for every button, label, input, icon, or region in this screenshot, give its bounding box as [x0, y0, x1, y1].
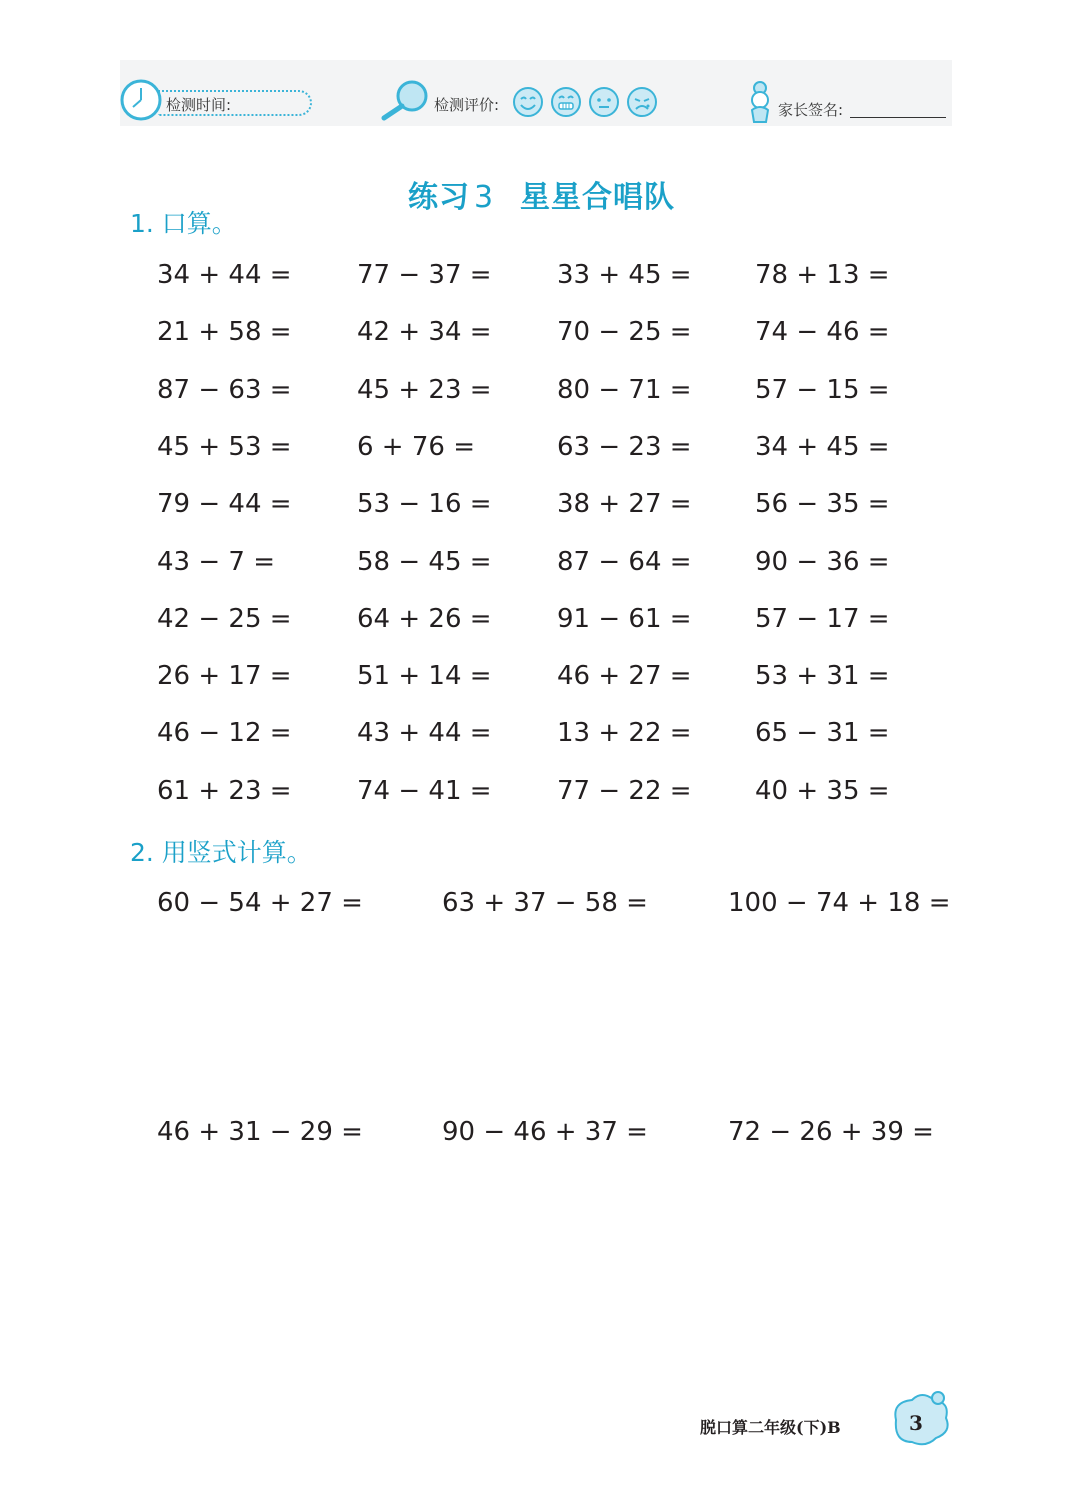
smile-face-icon[interactable]	[512, 86, 544, 118]
oral-problem: 74 − 46 =	[755, 317, 890, 348]
oral-problem: 21 + 58 =	[157, 317, 292, 348]
oral-problem: 42 − 25 =	[157, 603, 292, 634]
oral-problem: 34 + 44 =	[157, 260, 292, 290]
oral-problem: 53 + 31 =	[755, 661, 890, 692]
page-number-badge	[886, 1390, 952, 1450]
vertical-problem: 63 + 37 − 58 =	[442, 888, 648, 918]
oral-problem: 87 − 63 =	[157, 374, 292, 405]
sign-field[interactable]	[850, 117, 946, 118]
oral-problem: 57 − 17 =	[755, 603, 890, 634]
section-1-heading: 1. 口算。	[130, 209, 237, 238]
oral-problem: 13 + 22 =	[557, 718, 692, 749]
oral-problem: 57 − 15 =	[755, 374, 890, 405]
oral-problem: 43 − 7 =	[157, 546, 275, 577]
oral-problem: 74 − 41 =	[357, 775, 492, 806]
page-number: 3	[909, 1411, 923, 1435]
oral-problem: 46 − 12 =	[157, 718, 292, 749]
oral-problem: 38 + 27 =	[557, 489, 692, 520]
oral-problem: 87 − 64 =	[557, 546, 692, 577]
title-name: 星星合唱队	[520, 180, 676, 215]
sign-label: 家长签名:	[778, 101, 844, 119]
oral-problem: 70 − 25 =	[557, 317, 692, 348]
oral-problem: 63 − 23 =	[557, 431, 692, 462]
worried-face-icon[interactable]	[588, 86, 620, 118]
oral-problem: 77 − 22 =	[557, 775, 692, 806]
oral-problem: 33 + 45 =	[557, 260, 692, 290]
oral-problem: 45 + 53 =	[157, 431, 292, 462]
parent-figure-icon	[744, 80, 776, 124]
oral-problem: 77 − 37 =	[357, 260, 492, 290]
oral-problem: 42 + 34 =	[357, 317, 492, 348]
oral-problem: 53 − 16 =	[357, 489, 492, 520]
oral-problem: 64 + 26 =	[357, 603, 492, 634]
vertical-problem: 46 + 31 − 29 =	[157, 1117, 363, 1147]
oral-problem: 34 + 45 =	[755, 431, 890, 462]
grin-face-icon[interactable]	[550, 86, 582, 118]
vertical-problem: 60 − 54 + 27 =	[157, 888, 363, 918]
oral-problem: 91 − 61 =	[557, 603, 692, 634]
oral-problem: 65 − 31 =	[755, 718, 890, 749]
oral-problem: 26 + 17 =	[157, 661, 292, 692]
oral-problem: 80 − 71 =	[557, 374, 692, 405]
book-title: 脱口算二年级(下)B	[700, 1418, 841, 1437]
oral-problem: 40 + 35 =	[755, 775, 890, 806]
section-2-heading: 2. 用竖式计算。	[130, 838, 312, 867]
oral-problem: 46 + 27 =	[557, 661, 692, 692]
oral-problem: 79 − 44 =	[157, 489, 292, 520]
oral-problem: 56 − 35 =	[755, 489, 890, 520]
vertical-problem: 72 − 26 + 39 =	[728, 1117, 934, 1147]
vertical-problem: 90 − 46 + 37 =	[442, 1117, 648, 1147]
oral-problem: 58 − 45 =	[357, 546, 492, 577]
eval-label: 检测评价:	[434, 96, 500, 114]
time-label: 检测时间:	[166, 96, 232, 114]
title-prefix: 练习	[407, 180, 470, 215]
title-number: 3	[473, 180, 495, 215]
crying-face-icon[interactable]	[626, 86, 658, 118]
oral-problem: 61 + 23 =	[157, 775, 292, 806]
oral-problem: 51 + 14 =	[357, 661, 492, 692]
magnifier-icon	[378, 78, 432, 122]
oral-problem: 90 − 36 =	[755, 546, 890, 577]
oral-problem: 43 + 44 =	[357, 718, 492, 749]
oral-problem: 45 + 23 =	[357, 374, 492, 405]
oral-problem: 6 + 76 =	[357, 431, 475, 462]
oral-problem: 78 + 13 =	[755, 260, 890, 290]
vertical-problem: 100 − 74 + 18 =	[728, 888, 951, 918]
evaluation-faces	[512, 86, 658, 118]
